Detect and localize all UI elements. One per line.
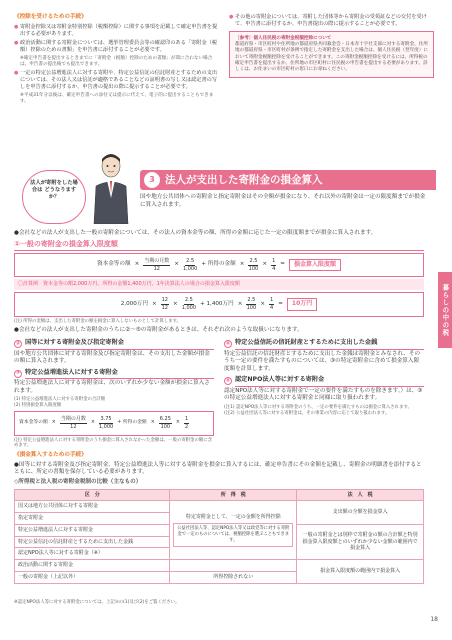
formula-fraction: $\frac{2.5}{100}$ [246, 297, 257, 311]
subsections-grid [14, 336, 424, 449]
loss-procedure-text: ●国等に対する寄附金及び指定寄附金、特定公益増進法人等に対する寄附金を損金に算入するには、確定申告書にその金額を記載し、寄附金の明細書を添付するとともに、所定の書類を保存している必要があります。 [14, 461, 422, 476]
subsection-text: 特定公益増進法人に対する寄附金は、次のいずれか少ない金額が損金に算入されます。 [14, 380, 210, 394]
table-cell: 政治活動に関する寄附金 [15, 560, 170, 572]
subsection-title: 一般の寄附金の損金算入限度額 [19, 239, 118, 248]
formula-example: 2,000万円 × $\frac{12}{12}$ × $\frac{2.5}{1,000}$ + 1,400万円 × $\frac{2.5}{100}$ × $\frac{1}{4}$ = 10万円 [14, 292, 424, 317]
subsection-note: (注2) 公益社団法人等に対する寄附金は、その事業の内容に応じて取り扱われます。 [224, 410, 390, 416]
other-donation-item: ● その他の寄附金については、寄附した団体等から寄附金の受領証などの交付を受けて、申告書に添付するか、申告書提出の際に提示することが必要です。 [229, 14, 434, 28]
formula-fraction: $\frac{2.5}{1,000}$ [182, 257, 198, 272]
formula-term: 2,000万円 [120, 300, 148, 307]
table-header: 区 分 [15, 489, 170, 501]
formula-result: 10万円 [287, 298, 317, 310]
subsection-title: 認定NPO法人等に対する寄附金 [235, 376, 424, 386]
body [14, 230, 424, 584]
procedure-item: ● 政治活動に関する寄附金については、選挙管理委員会等の確認印のある「寄附金（税額）控除のための書類」を申告書に添付することが必要です。 [14, 40, 219, 54]
formula-special: 資本金等の額 × $\frac{\text{当期の月数}}{12}$ × $\frac{3.75}{1,000}$ + 所得の金額 × $\frac{6.25}{100}$ × $\frac{1}{2}$ [14, 411, 214, 436]
top-section [14, 14, 434, 164]
formula-note: (注) 所得の金額は、支出した寄附金の額を損金に算入しないものとして計算します。 [14, 318, 181, 324]
section-heading [140, 170, 436, 190]
formula-fraction: $\frac{1}{4}$ [270, 297, 274, 311]
table-cell [170, 560, 297, 572]
table-cell: 特定寄附金として、一定の金額を所得控除 公益社団法人等、認定NPO法人等又は政党等に対する寄附金で一定のものについては、税額控除を選ぶこともできます。 [170, 501, 297, 560]
formula-general: 資本金等の額 × $\frac{\text{当期の月数}}{12}$ × $\frac{2.5}{1,000}$ + 所得の金額 × $\frac{2.5}{100}$ × $\frac{1}{4}$ = 損金算入限度額 [14, 253, 424, 278]
formula-term: + 1,400万円 [200, 300, 234, 307]
table-cell: 認定NPO法人等に対する寄附金（※） [15, 548, 170, 560]
reference-text: 都道府県・市区町村や住所地の都道府県共同募金会・日本赤十字社支部に対する寄附金、住所地の都道府県・市区町村が条例で指定した寄附金を支出した場合は、個人住民税（翌年度）において寄附金税額控除を受けることができます。この寄附金税額控除を受けるには、所得税の確定申告書を提出するか、住所地の市区町村に住民税の申告書を提出する必要があります。詳しくは、お住まいの市区町村の窓口にお尋ねください。 [235, 42, 428, 72]
section-number: 3 [144, 172, 160, 188]
subsection-number: ① [14, 239, 20, 248]
subsection-public-interest: ③ 特定公益増進法人に対する寄附金 [14, 369, 214, 379]
table-row [15, 501, 424, 513]
formula-term: + 所得の金額 [201, 261, 236, 268]
procedures-title: 《控除を受けるための手続》 [14, 14, 87, 20]
left-subsections [14, 336, 214, 449]
table-cell: 一般の寄附金とは別枠で寄附金の額の合計額と特別損金算入限度額とのいずれか少ない金額の範囲内で損金算入 [297, 524, 424, 559]
subsection-note: (注) 特定公益増進法人に対する寄附金のうち損金に算入されなかった金額は、一般の寄附金の額に含めます。 [14, 437, 213, 449]
table-cell: 指定寄附金 [15, 513, 170, 525]
procedures-column [14, 14, 219, 107]
table-cell: 一般の寄附金（上記以外） [15, 571, 170, 583]
table-cell: 損金算入限度額の範囲内で損金算入 [297, 560, 424, 584]
table-cell: 特定公益信託の信託財産とするために支出した金銭 [15, 536, 170, 548]
formula-result: 損金算入限度額 [289, 259, 341, 271]
table-cell: 支出額の全額を損金算入 [297, 501, 424, 525]
lead-text: 国や地方公共団体への寄附金と指定寄附金はその全額が損金になり、それ以外の寄附金は一定の限度額までが損金に算入されます。 [140, 194, 426, 208]
formula-fraction: $\frac{2.5}{100}$ [248, 257, 259, 272]
subsection-text: 特定公益信託の信託財産とするために支出した金銭は寄附金とみなされ、そのうち一定の要件を満たすものについては、③の特定寄附金に含めて損金算入限度額を計算します。 [224, 350, 421, 372]
table-cell: 国又は地方公共団体に対する寄附金 [15, 501, 170, 513]
formula-term: 資本金等の額 [97, 261, 131, 268]
reference-heading: 〔参考〕個人住民税の寄附金税額控除について [235, 36, 332, 42]
list-item: (2) 特別損金算入限度額 [14, 403, 62, 409]
table-header: 法 人 税 [297, 489, 424, 501]
subsection-general [14, 240, 424, 251]
formula-fraction: $\frac{\text{当期の月数}}{12}$ [144, 257, 170, 272]
comparison-table [14, 489, 424, 584]
formula-fraction: $\frac{12}{12}$ [161, 297, 168, 311]
subsection-trust: ④ 特定公益信託の信託財産とするために支出した金銭 [224, 339, 424, 349]
comparison-title: ◇所得税と法人税の寄附金税制の比較（主なもの） [14, 479, 142, 486]
formula-fraction: $\frac{2.5}{1,000}$ [181, 297, 197, 311]
subsection-government: ② 国等に対する寄附金及び指定寄附金 [14, 339, 214, 349]
formula-fraction: $\frac{1}{4}$ [272, 257, 276, 272]
loss-procedure-title: 《損金算入するための手続》 [14, 452, 87, 459]
subsection-text: 国や地方公共団体に対する寄附金及び指定寄附金は、その支出した金額が損金の額に算入されます。 [14, 350, 210, 365]
other-donations-column [229, 14, 434, 78]
section-title: 法人が支出した寄附金の損金算入 [165, 173, 323, 186]
intro-text: ●会社などの法人が支出した一般の寄附金については、その法人の資本金等の額、所得の金額に応じた一定の限度額までが損金に算入されます。 [14, 230, 377, 236]
subsection-text: 認定NPO法人等に対する寄附金で一定の要件を満たすものを除きます。）は、③の特定公益増進法人に対する寄附金と同様に取り扱われます。 [224, 387, 423, 402]
table-cell: 所得控除されない [170, 571, 297, 583]
subsection-title: 国等に対する寄附金及び指定寄附金 [25, 339, 214, 349]
footnote: ※認定NPO法人等に対する寄附金については、上記③の(1)及び(2)をご覧ください。 [14, 600, 180, 605]
list-item: (1) 特定公益増進法人に対する寄附金の合計額 [14, 397, 106, 403]
procedure-item: ● 一定の特定公益増進法人に対する寄附や、特定公益信託の信託財産とするための支出については、その法人又は信託が適格であることなどの証明書の写し又は認定書の写しを申告書に添付するか、申告書の提出の際に提示することが必要です。 [14, 70, 219, 91]
table-row [15, 560, 424, 572]
intro-text-2: ●会社などの法人が支出した寄附金のうちに②〜⑤の寄附金があるときは、それぞれ次のような取扱いになります。 [14, 326, 303, 333]
reference-box [229, 31, 434, 78]
table-cell: 特定公益増進法人に対する寄附金 [15, 524, 170, 536]
procedure-note: ※平成31年分以後は、確定申告書への添付又は提示に代えて、電子的に提出することもできます。 [20, 93, 214, 105]
subsection-title: 特定公益増進法人に対する寄附金 [25, 369, 214, 379]
table-header: 所 得 税 [170, 489, 297, 501]
page-number: 18 [430, 616, 438, 623]
question-bubble: 法人が寄附をした場合は どうなりますか？ [22, 170, 86, 224]
businessman-illustration [88, 150, 134, 224]
calculation-example-bar: 〇計算例 資本金等の額2,000万円、所得の金額1,400万円、1年決算法人の場合の損金算入限度額 [14, 279, 424, 290]
subsection-note: (注1) 認定NPO法人等に対する寄附金のうち、一定の要件を満たすものは損金に算入されます。 [224, 404, 412, 410]
subsection-npo: ⑤ 認定NPO法人等に対する寄附金 [224, 376, 424, 386]
subsection-title: 特定公益信託の信託財産とするために支出した金銭 [235, 339, 424, 349]
procedure-item: ● 寄附金控除又は寄附金特別控除（税額控除）に関する事項を記載して確定申告書を提出する必要があります。 [14, 24, 219, 38]
procedure-note: ※確定申告書を提出するときまでに「寄附金（税額）控除のための書類」が間に合わない場合は、申告書の提出後でも提出できます。 [20, 55, 213, 67]
side-tab: 暮らしの中の税 [438, 272, 452, 348]
right-subsections [224, 336, 424, 449]
